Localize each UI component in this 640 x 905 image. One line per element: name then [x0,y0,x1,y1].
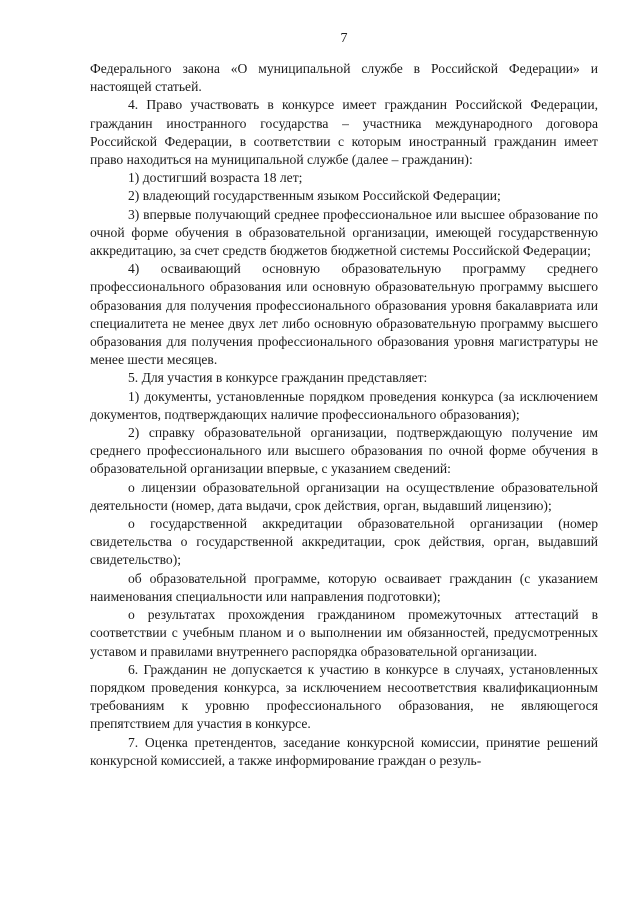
paragraph: об образовательной программе, которую осваивает гражданин (с указанием наименования специальности или направления подготовки); [90,570,598,604]
paragraph: 3) впервые получающий среднее профессиональное или высшее образование по очной форме обучения в образовательной организации, имеющей государственную аккредитацию, за счет средств бюджетов бюджетной системы Российской Федерации; [90,206,598,259]
paragraph: о результатах прохождения гражданином промежуточных аттестаций в соответствии с учебным планом и о выполнении им обязанностей, предусмотренных уставом и правилами внутреннего распорядка образовательной организации. [90,607,598,659]
paragraph: 5. Для участия в конкурсе гражданин представляет: [128,370,428,386]
paragraph: 1) документы, установленные порядком проведения конкурса (за исключением документов, подтверждающих наличие профессионального образования); [90,388,598,422]
document-page [90,30,598,770]
paragraph: 6. Гражданин не допускается к участию в конкурсе в случаях, установленных порядком проведения конкурса, за исключением несоответствия квалификационным требованиям к уровню профессионального образования, не являющегося препятствием для участия в конкурсе. [90,661,598,732]
page-number: 7 [340,31,348,46]
paragraph: 1) достигший возраста 18 лет; [128,170,303,186]
paragraph: 4) осваивающий основную образовательную программу среднего профессионального образования или основную образовательную программу высшего образования для получения профессионального образования уровня бакалавриата или специалитета не менее двух лет либо основную образовательную программу высшего образования для получения профессионального образования уровня магистратуры не менее шести месяцев. [90,261,598,368]
paragraph: 2) владеющий государственным языком Российской Федерации; [128,188,501,204]
paragraph: 2) справку образовательной организации, подтверждающую получение им среднего профессионального или высшего образования по очной форме обучения в образовательной организации впервые, с указанием сведений: [90,425,598,477]
paragraph: о государственной аккредитации образовательной организации (номер свидетельства о государственной аккредитации, срок действия, орган, выдавший свидетельство); [90,516,598,568]
paragraph: о лицензии образовательной организации на осуществление образовательной деятельности (номер, дата выдачи, срок действия, орган, выдавший лицензию); [90,479,598,513]
paragraph: Федерального закона «О муниципальной службе в Российской Федерации» и настоящей статьей. [90,61,598,95]
paragraph: 4. Право участвовать в конкурсе имеет гражданин Российской Федерации, гражданин иностранного государства – участника международного договора Российской Федерации, в соответствии с которым иностранный гражданин имеет право находиться на муниципальной службе (далее – гражданин): [90,97,598,168]
document-body [90,60,598,770]
paragraph: 7. Оценка претендентов, заседание конкурсной комиссии, принятие решений конкурсной комиссией, а также информирование граждан о резуль- [90,734,598,768]
